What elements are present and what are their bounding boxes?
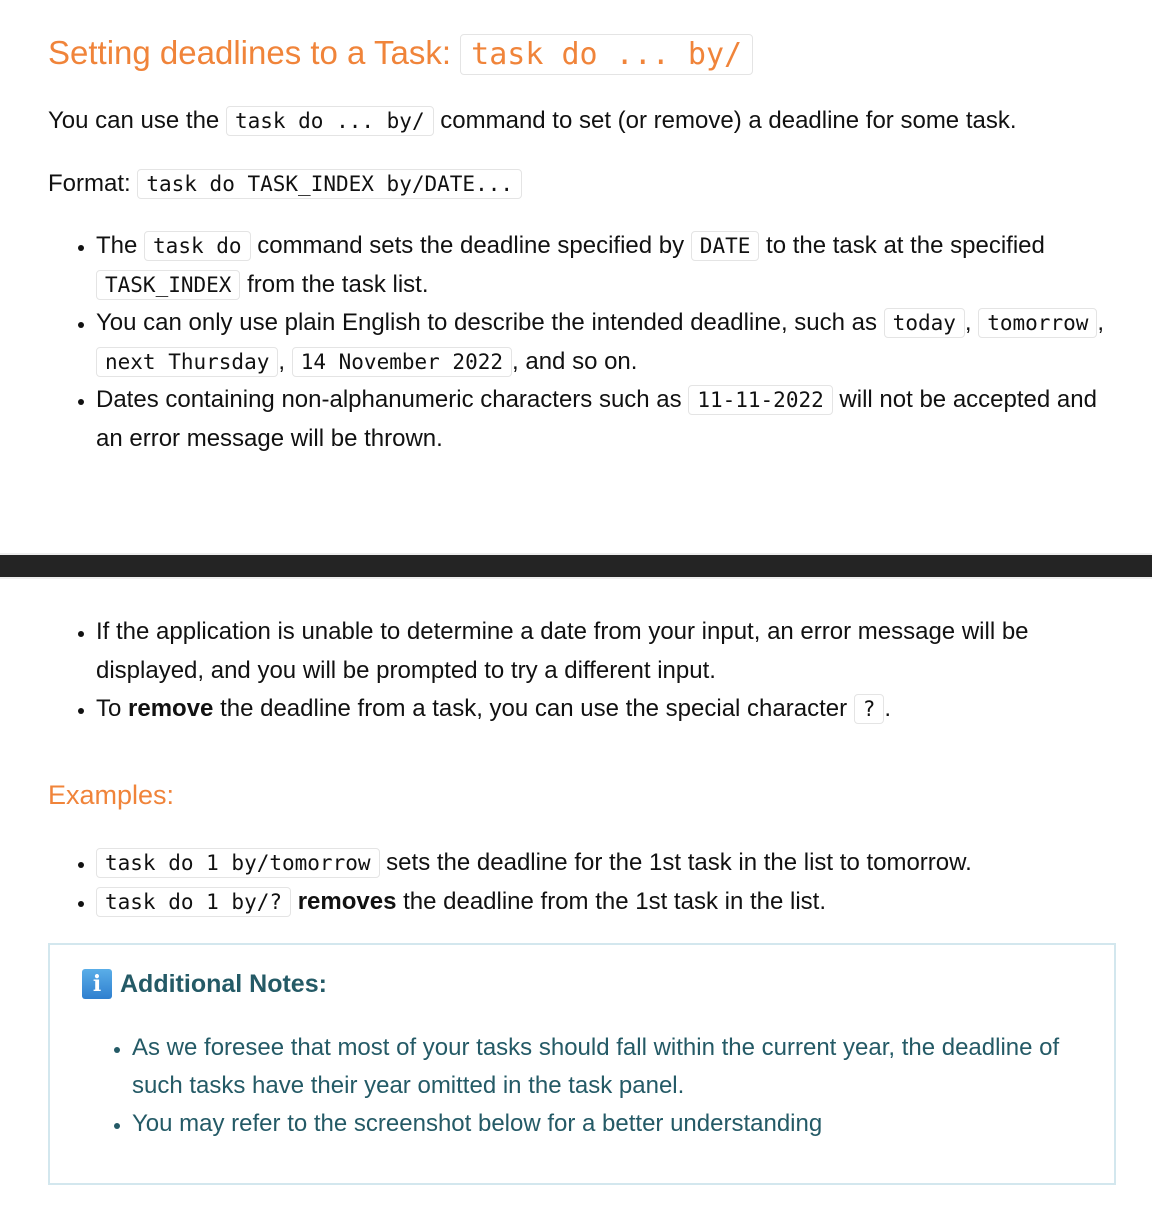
list-item xyxy=(96,844,1112,883)
notes-list xyxy=(82,1029,1074,1143)
additional-notes-box xyxy=(48,943,1116,1185)
divider-bar xyxy=(0,553,1152,579)
text-segment: To xyxy=(96,695,129,722)
format-paragraph xyxy=(48,165,1112,203)
inline-code: task do ... by/ xyxy=(226,106,434,136)
list-item xyxy=(96,883,1112,922)
text-segment: , xyxy=(1097,309,1105,336)
text-segment: . xyxy=(884,695,892,722)
text-segment: You may refer to the screenshot below for a better understanding xyxy=(132,1110,823,1137)
text-segment: You can only use plain English to describe the intended deadline, such as xyxy=(96,309,884,336)
inline-code: 14 November 2022 xyxy=(292,347,512,377)
heading-code: task do ... by/ xyxy=(460,34,753,75)
bullet-list-top xyxy=(48,227,1112,458)
section-heading: Setting deadlines to a Task: task do ... by/ xyxy=(48,28,1112,80)
text-segment xyxy=(291,888,298,915)
bullet-list-mid xyxy=(48,613,1112,729)
intro-paragraph xyxy=(48,102,1112,140)
inline-code: TASK_INDEX xyxy=(96,270,240,300)
examples-list xyxy=(48,844,1112,921)
text-segment: Format: xyxy=(48,170,138,197)
text-segment: command sets the deadline specified by xyxy=(250,232,691,259)
text-segment: , xyxy=(964,309,979,336)
list-item xyxy=(132,1029,1074,1105)
inline-code: task do TASK_INDEX by/DATE... xyxy=(137,169,522,199)
inline-code: task do 1 by/tomorrow xyxy=(96,848,380,878)
text-segment: from the task list. xyxy=(240,270,429,298)
list-item xyxy=(96,227,1112,304)
text-segment: the deadline from a task, you can use the special character xyxy=(213,695,854,722)
list-item xyxy=(96,381,1112,458)
inline-code: tomorrow xyxy=(978,308,1097,338)
text-segment: Dates containing non-alphanumeric characters such as xyxy=(96,386,689,413)
text-segment: , and so on. xyxy=(512,347,638,375)
text-segment: to the task at the specified xyxy=(759,232,1045,259)
info-icon: i xyxy=(82,969,112,999)
inline-code: ? xyxy=(854,694,885,724)
bold-text: removes xyxy=(297,887,397,915)
inline-code: next Thursday xyxy=(96,347,278,377)
inline-code: 11-11-2022 xyxy=(688,385,832,415)
text-segment: The xyxy=(96,232,145,259)
notes-title: i Additional Notes: xyxy=(82,969,327,999)
examples-heading: Examples: xyxy=(48,780,175,810)
inline-code: task do 1 by/? xyxy=(96,887,291,917)
text-segment: the deadline from the 1st task in the list. xyxy=(396,887,826,915)
text-segment: command to set (or remove) a deadline for some task. xyxy=(433,107,1017,134)
list-item xyxy=(96,690,1112,729)
text-segment: sets the deadline for the 1st task in the list to tomorrow. xyxy=(379,849,972,876)
text-segment: As we foresee that most of your tasks should fall within the current year, the deadline of such tasks have their year omitted in the task panel. xyxy=(132,1034,1060,1099)
bold-text: remove xyxy=(128,695,214,722)
text-segment: You can use the xyxy=(48,107,226,134)
inline-code: today xyxy=(884,308,965,338)
list-item xyxy=(96,613,1112,690)
list-item xyxy=(132,1105,1074,1143)
inline-code: DATE xyxy=(691,231,760,261)
inline-code: task do xyxy=(144,231,251,261)
text-segment: will not be accepted and an error message will be thrown. xyxy=(96,386,1097,452)
text-segment: , xyxy=(278,347,292,375)
list-item xyxy=(96,304,1112,381)
text-segment: If the application is unable to determine a date from your input, an error message will be displayed, and you will be prompted to try a different input. xyxy=(96,618,1029,684)
